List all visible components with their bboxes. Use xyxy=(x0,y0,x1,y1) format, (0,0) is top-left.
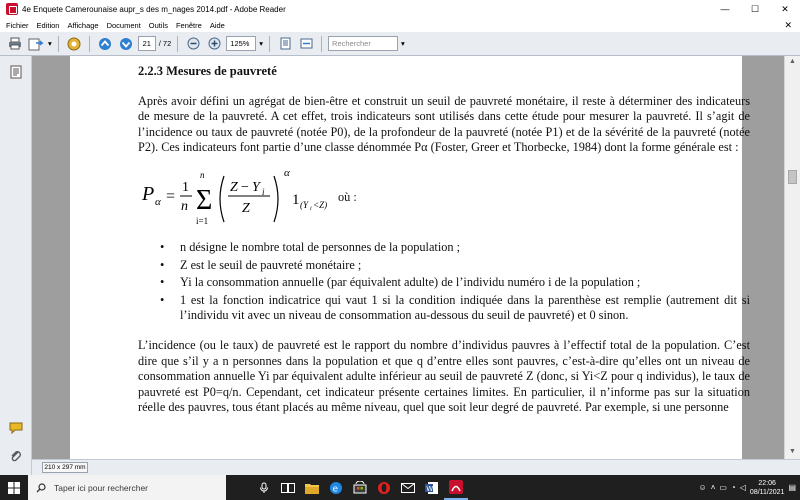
navigation-panel xyxy=(0,56,32,475)
maximize-button[interactable]: ☐ xyxy=(750,3,760,14)
export-dropdown-icon[interactable]: ▾ xyxy=(48,39,52,48)
word-icon[interactable] xyxy=(420,475,444,500)
fit-width-icon[interactable] xyxy=(297,35,315,53)
comment-icon[interactable] xyxy=(8,420,24,436)
menu-affichage[interactable]: Affichage xyxy=(67,20,99,30)
taskbar-search[interactable] xyxy=(28,475,226,500)
attachment-icon[interactable] xyxy=(8,448,24,464)
pages-icon[interactable] xyxy=(8,64,24,80)
scroll-down-icon[interactable]: ▼ xyxy=(789,448,796,455)
zoom-input[interactable]: 125% xyxy=(226,36,256,51)
svg-text:Σ: Σ xyxy=(196,184,213,216)
battery-icon[interactable]: ▭ xyxy=(719,483,727,492)
paragraph-incidence: L’incidence (ou le taux) de pauvreté est le rapport du nombre d’individus pauvres à l’effectif total de la population. C’est dire que s’il y a n personnes dans la population et que q d’entre elles sont pauvres, c’est-à-dire qu’elles ont un niveau de consommation annuelle Yi par équivalent adulte inférieur au seuil de pauvreté Z (donc, si Yi<Z pour q individus), le taux de pauvreté est P0=q/n. Cependant, cet indicateur présente certaines limites. En particulier, il n’informe pas sur la situation réelle des pauvres, tous étant placés au même niveau, quel que soit leur degré de pauvreté. Par exemple, si une personne xyxy=(138,337,750,415)
svg-text:α: α xyxy=(284,166,290,179)
svg-text:−: − xyxy=(241,179,249,195)
page-number-input[interactable]: 21 xyxy=(138,36,156,51)
pdf-page xyxy=(70,56,750,459)
adobe-reader-taskbar-icon[interactable] xyxy=(444,475,468,500)
show-hidden-icons[interactable]: ˄ xyxy=(710,483,716,492)
adobe-reader-icon xyxy=(6,3,18,15)
menu-edition[interactable]: Edition xyxy=(36,20,60,30)
opera-icon[interactable] xyxy=(372,475,396,500)
svg-text:n: n xyxy=(181,198,188,214)
search-icon xyxy=(36,483,46,493)
formula-fgt xyxy=(138,164,750,234)
zoom-in-icon[interactable] xyxy=(205,35,223,53)
vertical-scrollbar[interactable] xyxy=(784,56,800,459)
svg-text:n: n xyxy=(200,169,205,180)
search-dropdown-icon[interactable]: ▾ xyxy=(401,39,405,48)
definitions-list xyxy=(160,240,750,324)
paragraph-intro: Après avoir défini un agrégat de bien-être et construit un seuil de pauvreté monétaire, il reste à déterminer des indicateurs de mesure de la pauvreté. A cet effet, trois indicateurs sont utilisés dans cette étude pour mesurer la pauvreté. Il s’agit de l’incidence ou taux de pauvreté (notée P0), de la profondeur de la pauvreté (notée P1) et de la sévérité de la pauvreté (notée P2). Ces indicateurs font partie d’une classe dénommée Pα (Foster, Greer et Thorbecke, 1984) dont la forme générale est : xyxy=(138,93,750,155)
collaborate-icon[interactable] xyxy=(65,35,83,53)
formula-suffix: où : xyxy=(338,189,357,204)
taskbar xyxy=(0,475,800,500)
close-document-button[interactable]: ✕ xyxy=(784,19,792,30)
toolbar xyxy=(0,32,800,56)
svg-text:(Y: (Y xyxy=(300,199,309,210)
section-heading: 2.2.3 Mesures de pauvreté xyxy=(138,64,277,78)
svg-text:Z: Z xyxy=(242,200,250,216)
svg-text:<Z): <Z) xyxy=(313,199,328,210)
document-viewport[interactable] xyxy=(32,56,784,459)
zoom-out-icon[interactable] xyxy=(184,35,202,53)
edge-icon[interactable] xyxy=(324,475,348,500)
taskbar-search-placeholder: Taper ici pour rechercher xyxy=(54,482,149,493)
menu-fenetre[interactable]: Fenêtre xyxy=(175,20,202,30)
svg-text:i=1: i=1 xyxy=(196,215,209,226)
svg-text:Z: Z xyxy=(230,179,238,195)
page-content xyxy=(138,64,750,416)
svg-text:P: P xyxy=(142,182,155,205)
minimize-button[interactable]: — xyxy=(720,4,730,14)
menu-outils[interactable]: Outils xyxy=(148,20,168,30)
menu-bar xyxy=(0,18,800,32)
page-size-indicator: 210 x 297 mm xyxy=(42,462,88,473)
close-button[interactable]: ✕ xyxy=(781,3,789,14)
scroll-up-icon[interactable]: ▲ xyxy=(789,58,796,65)
task-view-icon[interactable] xyxy=(276,475,300,500)
svg-text:1: 1 xyxy=(182,179,189,195)
svg-text:Y: Y xyxy=(252,179,260,195)
svg-text:=: = xyxy=(166,187,176,205)
svg-text:i: i xyxy=(262,186,265,197)
page-total: / 72 xyxy=(158,39,172,48)
fit-page-icon[interactable] xyxy=(276,35,294,53)
clock-time: 22:06 xyxy=(758,479,776,487)
status-bar xyxy=(32,459,800,475)
notifications-icon[interactable]: ▤ xyxy=(788,483,796,492)
svg-text:e: e xyxy=(332,484,339,494)
mail-icon[interactable] xyxy=(396,475,420,500)
windows-start-icon[interactable] xyxy=(0,475,28,500)
svg-text:i: i xyxy=(310,205,312,212)
system-tray xyxy=(699,475,796,500)
previous-page-icon[interactable] xyxy=(96,35,114,53)
menu-fichier[interactable]: Fichier xyxy=(6,20,29,30)
print-icon[interactable] xyxy=(6,35,24,53)
list-item: • n désigne le nombre total de personnes de la population ; xyxy=(160,240,750,256)
zoom-dropdown-icon[interactable]: ▾ xyxy=(259,39,264,48)
svg-text:W: W xyxy=(426,484,434,493)
network-icon[interactable]: ◔ xyxy=(730,483,736,492)
window-title: 4e Enquete Camerounaise aupr_s des m_nages 2014.pdf - Adobe Reader xyxy=(22,4,286,14)
export-icon[interactable] xyxy=(27,35,45,53)
clock-date: 08/11/2021 xyxy=(749,488,785,496)
clock[interactable] xyxy=(750,479,785,497)
file-explorer-icon[interactable] xyxy=(300,475,324,500)
volume-icon[interactable]: ◁ xyxy=(739,483,746,492)
microphone-icon[interactable] xyxy=(252,475,276,500)
scrollbar-thumb[interactable] xyxy=(788,170,797,184)
list-item: • Z est le seuil de pauvreté monétaire ; xyxy=(160,258,750,274)
list-item: • Yi la consommation annuelle (par équivalent adulte) de l’individu numéro i de la population ; xyxy=(160,275,750,291)
next-page-icon[interactable] xyxy=(117,35,135,53)
list-item: • 1 est la fonction indicatrice qui vaut 1 si la condition indiquée dans la parenthèse est remplie (autrement dit si l’individu vit avec un niveau de consommation au-dessous du seuil de pauvreté) et 0 sinon. xyxy=(160,293,750,324)
title-bar xyxy=(0,0,800,18)
svg-text:α: α xyxy=(155,195,161,208)
menu-document[interactable]: Document xyxy=(106,20,141,30)
store-icon[interactable] xyxy=(348,475,372,500)
svg-text:1: 1 xyxy=(292,191,300,208)
search-input[interactable]: Rechercher xyxy=(328,36,398,51)
people-icon[interactable]: ☺ xyxy=(698,483,707,492)
menu-aide[interactable]: Aide xyxy=(209,20,225,30)
